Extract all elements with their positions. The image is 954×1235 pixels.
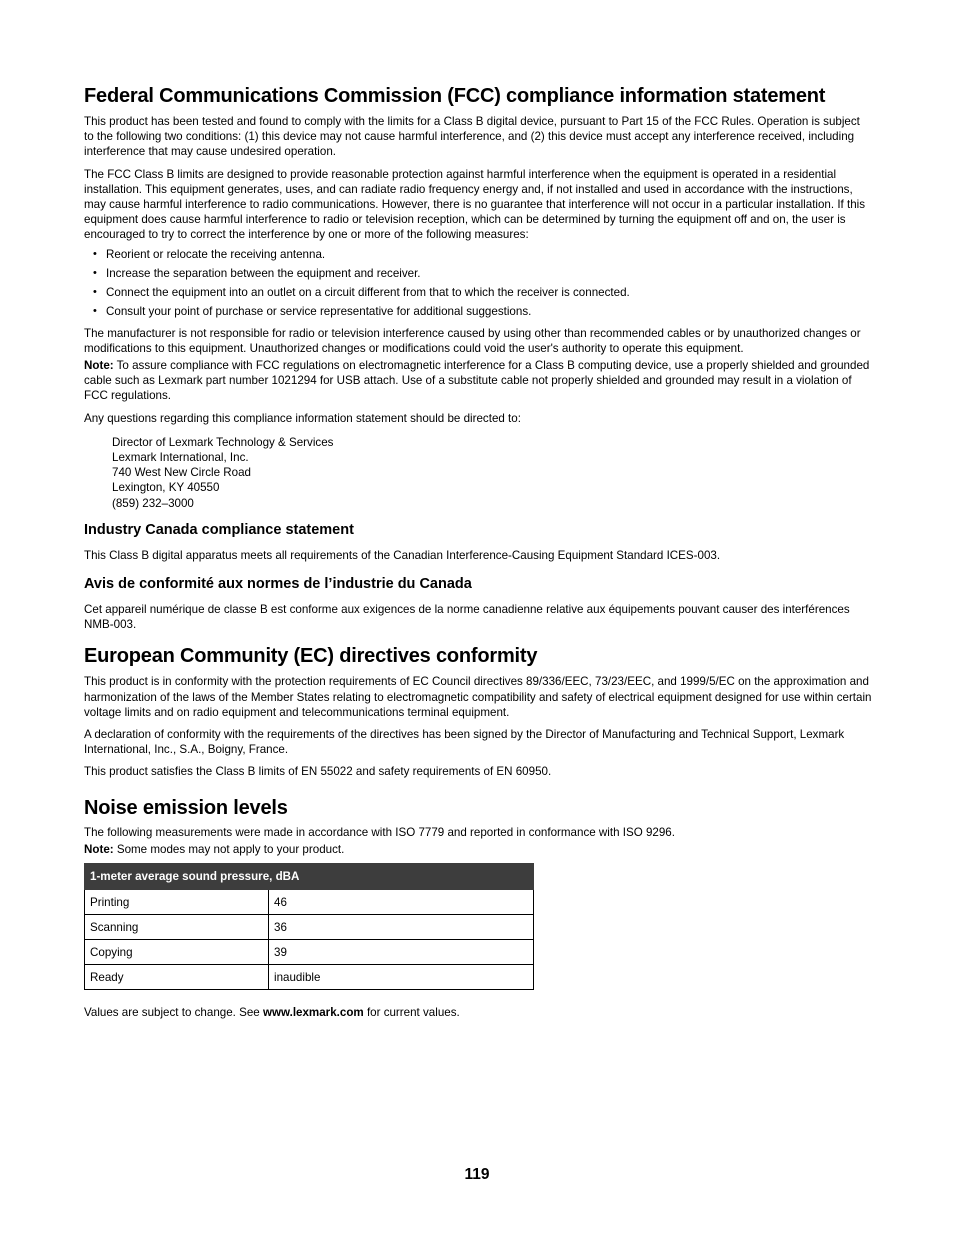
canada-text: This Class B digital apparatus meets all requirements of the Canadian Interference-Causing Equipment Standard ICES-003. — [84, 548, 721, 562]
list-item: • Reorient or relocate the receiving antenna. — [93, 247, 326, 261]
table-cell-value: 46 — [269, 890, 534, 915]
noise-heading: Noise emission levels — [84, 796, 288, 819]
fcc-paragraph-1: This product has been tested and found to comply with the limits for a Class B digital device, pursuant to Part 15 of the FCC Rules. Operation is subject to the following two conditions: (1) this device may not cause harmful interference, and (2) this device must accept any interference received, including interference that may cause undesired operation. — [84, 115, 860, 159]
fcc-heading: Federal Communications Commission (FCC) compliance information statement — [84, 85, 826, 107]
canada-fr-heading: Avis de conformité aux normes de l’industrie du Canada — [84, 575, 472, 592]
ec-paragraph-3: This product satisfies the Class B limits of EN 55022 and safety requirements of EN 60950. — [84, 765, 552, 779]
table-cell-value: 39 — [269, 940, 534, 965]
address-line: 740 West New Circle Road — [112, 466, 251, 480]
table-row — [85, 940, 534, 965]
list-item: • Connect the equipment into an outlet on a circuit different from that to which the receiver is connected. — [93, 285, 630, 299]
fcc-paragraph-3: The manufacturer is not responsible for radio or television interference caused by using other than recommended cables or by unauthorized changes or modifications to this equipment. Unauthorized changes or modifications could void the user's authority to operate this equipment. — [84, 326, 861, 355]
document-page — [84, 84, 872, 1020]
address-line: (859) 232–3000 — [112, 496, 194, 510]
list-item: • Consult your point of purchase or service representative for additional suggestions. — [93, 304, 532, 318]
table-cell-mode: Ready — [85, 965, 269, 990]
noise-footer: Values are subject to change. See www.lexmark.com for current values. — [84, 1006, 460, 1020]
bullet-icon: • — [93, 266, 97, 279]
noise-paragraph: The following measurements were made in accordance with ISO 7779 and reported in conformance with ISO 9296. — [84, 825, 675, 839]
table-header: 1-meter average sound pressure, dBA — [85, 864, 534, 890]
note-text: To assure compliance with FCC regulations on electromagnetic interference for a Class B computing device, use a properly shielded and grounded cable such as Lexmark part number 1021294 for USB attach. Use of a substitute cable not properly shielded and grounded may result in a violation of FCC regulations. — [84, 359, 870, 403]
bullet-icon: • — [93, 285, 97, 298]
table-cell-mode: Copying — [85, 940, 269, 965]
table-header-row — [85, 864, 534, 890]
table-row — [85, 965, 534, 990]
noise-note — [84, 842, 872, 857]
address-line: Director of Lexmark Technology & Services — [112, 435, 334, 449]
table-cell-mode: Printing — [85, 890, 269, 915]
ec-heading: European Community (EC) directives conformity — [84, 645, 538, 668]
address-line: Lexmark International, Inc. — [112, 451, 249, 465]
address-block — [112, 435, 872, 511]
canada-heading: Industry Canada compliance statement — [84, 521, 354, 538]
note-label: Note: — [84, 842, 114, 856]
table-cell-mode: Scanning — [85, 915, 269, 940]
ec-paragraph-2: A declaration of conformity with the requirements of the directives has been signed by the Director of Manufacturing and Technical Support, Lexmark International, Inc., S.A., Boigny, France. — [84, 728, 845, 757]
note-label: Note: — [84, 359, 114, 373]
canada-fr-text: Cet appareil numérique de classe B est conforme aux exigences de la norme canadienne relative aux équipements pouvant causer des interférences NMB-003. — [84, 602, 850, 632]
table-cell-value: 36 — [269, 915, 534, 940]
fcc-measures-list — [84, 247, 872, 319]
table-row — [85, 915, 534, 940]
bullet-icon: • — [93, 304, 97, 317]
ec-paragraph-1: This product is in conformity with the protection requirements of EC Council directives 89/336/EEC, 73/23/EEC, and 1999/5/EC on the approximation and harmonization of the laws of the Member States relating to electromagnetic compatibility and safety of electrical equipment designed for use within certain voltage limits and on radio equipment and telecommunications terminal equipment. — [84, 675, 872, 719]
fcc-paragraph-4: Any questions regarding this compliance information statement should be directed to: — [84, 411, 521, 425]
table-cell-value: inaudible — [269, 965, 534, 990]
bullet-icon: • — [93, 247, 97, 260]
page-number: 119 — [464, 1166, 490, 1183]
lexmark-link[interactable]: www.lexmark.com — [262, 1006, 364, 1020]
note-text: Some modes may not apply to your product. — [113, 842, 345, 856]
fcc-paragraph-2: The FCC Class B limits are designed to provide reasonable protection against harmful interference when the equipment is operated in a residential installation. This equipment generates, uses, and can radiate radio frequency energy and, if not installed and used in accordance with the instructions, may cause harmful interference to radio communications. However, there is no guarantee that interference will not occur in a particular installation. If this equipment does cause harmful interference to radio or television reception, which can be determined by turning the equipment off and on, the user is encouraged to try to correct the interference by one or more of the following measures: — [84, 167, 866, 242]
address-line: Lexington, KY 40550 — [112, 481, 220, 495]
noise-table — [84, 863, 534, 990]
table-row — [85, 890, 534, 915]
fcc-note — [84, 358, 872, 404]
list-item: • Increase the separation between the equipment and receiver. — [93, 266, 421, 280]
